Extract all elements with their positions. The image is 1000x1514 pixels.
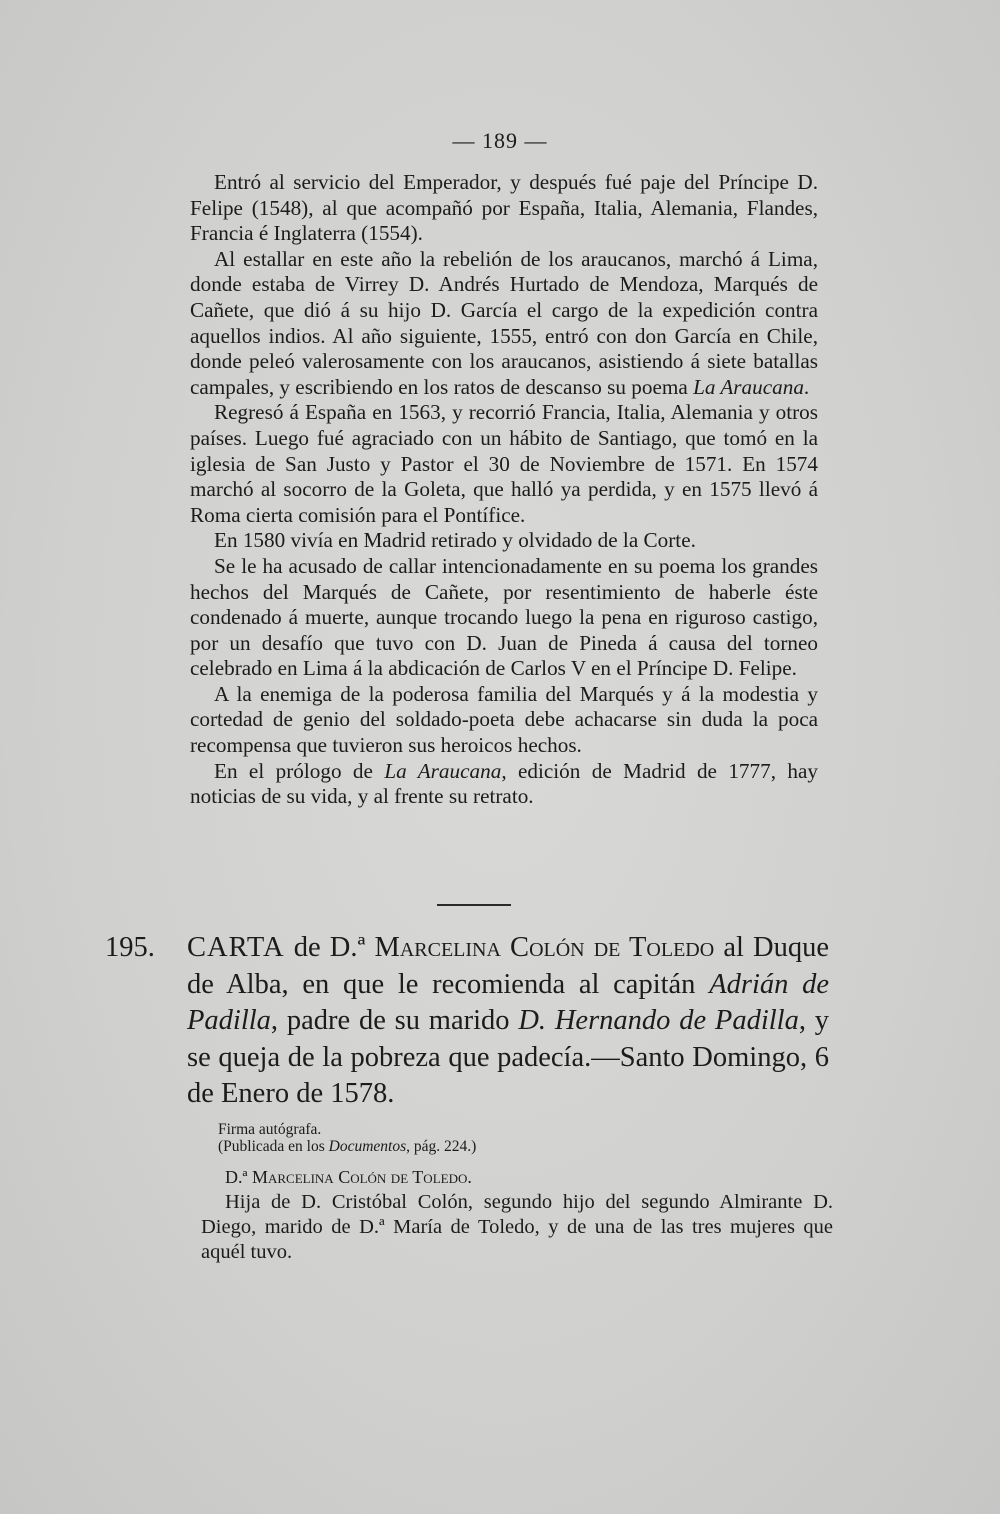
poem-title: La Araucana bbox=[693, 374, 804, 399]
person-name: Adrián de Padilla bbox=[187, 968, 829, 1036]
biography-block bbox=[190, 170, 818, 810]
sender-name: Marcelina Colón de Toledo bbox=[374, 932, 715, 963]
bio-paragraph: Regresó á España en 1563, y recorrió Francia, Italia, Alemania y otros países. Luego fué agraciado con un hábito de Santiago, que tomó en la iglesia de San Justo y Pastor el 30 de Noviembre de 1571. En 1574 marchó al socorro de la Goleta, que halló ya perdida, y en 1575 llevó á Roma cierta comisión para el Pontífice. bbox=[190, 400, 818, 527]
sender-bio-text: Hija de D. Cristóbal Colón, segundo hijo del segundo Almirante D. Diego, marido de D.ª María de Toledo, y de una de las tres mujeres que aquél tuvo. bbox=[201, 1191, 833, 1263]
sender-biography bbox=[201, 1165, 833, 1265]
entry-type: CARTA bbox=[187, 932, 285, 963]
note-publication: (Publicada en los Documentos, pág. 224.) bbox=[218, 1138, 477, 1155]
note-signature: Firma autógrafa. bbox=[218, 1121, 322, 1138]
entry-number: 195. bbox=[105, 932, 155, 963]
bio-paragraph-text: Al estallar en este año la rebelión de los araucanos, marchó á Lima, donde estaba de Virrey D. Andrés Hurtado de Mendoza, Marqués de Cañete, que dió á su hijo D. García el cargo de la expedición contra aquellos indios. Al año siguiente, 1555, entró con don García en Chile, donde peleó valerosamente con los araucanos, asistiendo á siete batallas campales, y escribiendo en los ratos de descanso su poema bbox=[190, 246, 818, 399]
poem-title: La Araucana bbox=[384, 758, 502, 783]
sender-heading: D.ª Marcelina Colón de Toledo. bbox=[225, 1167, 472, 1187]
catalog-entry bbox=[105, 930, 829, 1113]
bio-paragraph: A la enemiga de la poderosa familia del Marqués y á la modestia y cortedad de genio del soldado-poeta debe achacarse sin duda la poca recompensa que tuvieron sus heroicos hechos. bbox=[190, 681, 818, 758]
person-name: D. Hernando de Padilla bbox=[518, 1005, 799, 1036]
bio-paragraph: Al estallar en este año la rebelión de los araucanos, marchó á Lima, donde estaba de Virrey D. Andrés Hurtado de Mendoza, Marqués de Cañete, que dió á su hijo D. García el cargo de la expedición contra aquellos indios. Al año siguiente, 1555, entró con don García en Chile, donde peleó valerosamente con los araucanos, asistiendo á siete batallas campales, y escribiendo en los ratos de descanso su poema La Araucana. bbox=[190, 246, 818, 399]
bio-paragraph: En el prólogo de La Araucana, edición de Madrid de 1777, hay noticias de su vida, y al frente su retrato. bbox=[190, 758, 818, 809]
bio-paragraph: En 1580 vivía en Madrid retirado y olvidado de la Corte. bbox=[214, 528, 696, 553]
bio-paragraph: Entró al servicio del Emperador, y después fué paje del Príncipe D. Felipe (1548), al que acompañó por España, Italia, Alemania, Flandes, Francia é Inglaterra (1554). bbox=[190, 170, 818, 246]
entry-notes bbox=[218, 1121, 476, 1155]
section-divider bbox=[437, 904, 511, 906]
sender-title: D.ª bbox=[329, 932, 366, 963]
bio-paragraph: Se le ha acusado de callar intencionadamente en su poema los grandes hechos del Marqués de Cañete, por resentimiento de haberle éste condenado á muerte, aunque trocando luego la pena en riguroso castigo, por un desafío que tuvo con D. Juan de Pineda á causa del torneo celebrado en Lima á la abdicación de Carlos V en el Príncipe D. Felipe. bbox=[190, 553, 818, 681]
entry-description: CARTA de D.ª Marcelina Colón de Toledo al Duque de Alba, en que le recomienda al capitán Adrián de Padilla, padre de su marido D. Hernando de Padilla, y se queja de la pobreza que padecía.—Santo Domingo, 6 de Enero de 1578. bbox=[187, 932, 830, 1109]
page-number: — 189 — bbox=[452, 128, 548, 153]
